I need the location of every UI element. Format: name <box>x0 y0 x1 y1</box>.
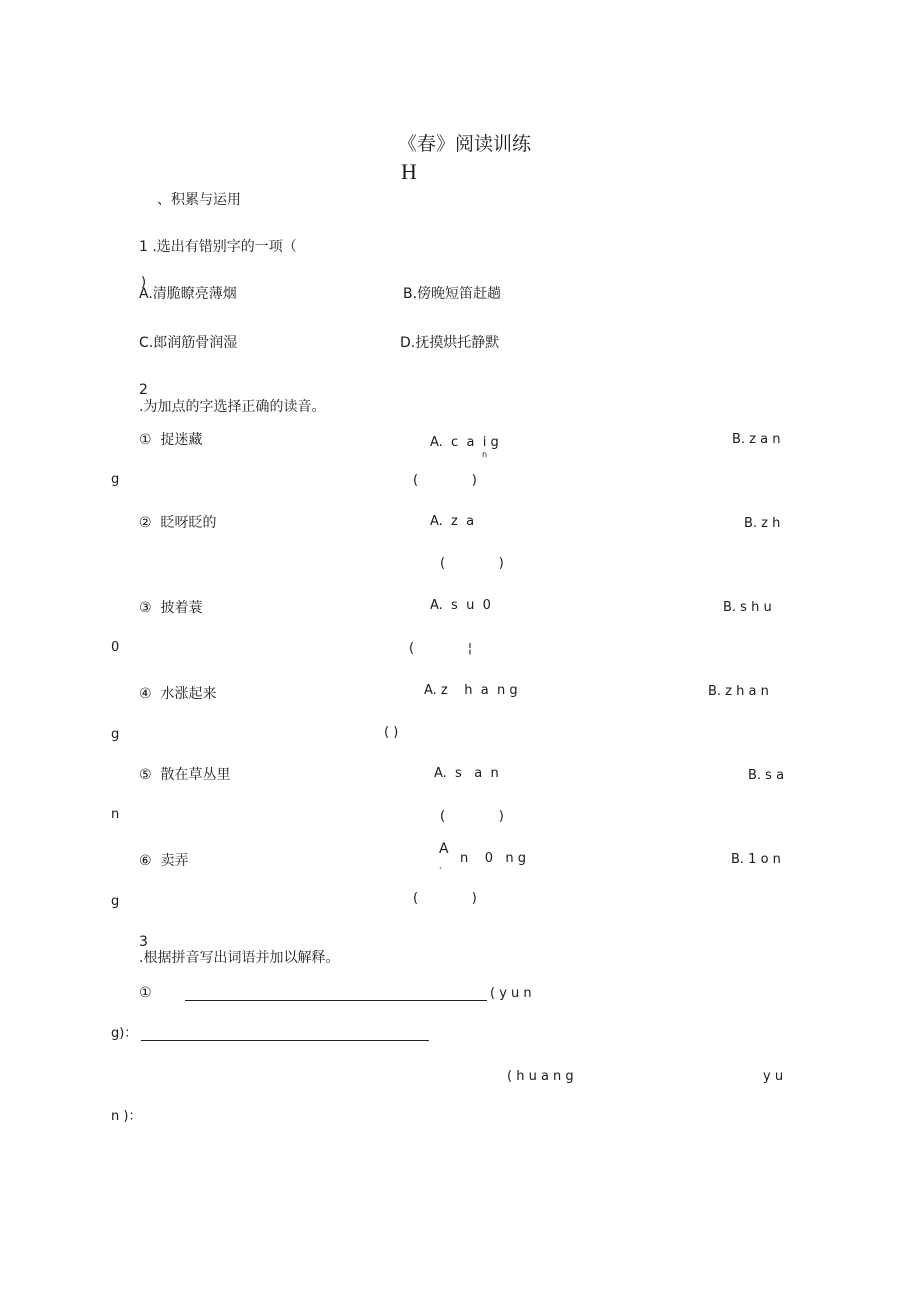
q3-item1-pinyin: ( y u n <box>490 986 532 1001</box>
q2-item-label: ③ 披着蓑 <box>139 600 203 616</box>
q2-item-option-a-pinyin: n 0 n g <box>460 851 527 866</box>
q2-item-label: ④ 水涨起来 <box>139 686 217 702</box>
q2-number: 2 <box>139 382 148 398</box>
q2-item-option-a: A. s u 0 <box>430 598 491 613</box>
q1-option-d: D.抚摸烘托静默 <box>400 335 500 351</box>
q2-item-answer-paren: ( ) <box>440 809 504 824</box>
q2-item-label: ② 眨呀眨的 <box>139 515 217 531</box>
q2-item-label: ⑤ 散在草丛里 <box>139 767 231 783</box>
title-mark: H <box>401 159 417 184</box>
q3-item2-pinyin-cont: n )： <box>111 1109 142 1124</box>
q2-item-option-b: B. z a n <box>732 432 781 447</box>
q2-item-option-a: A <box>439 841 449 857</box>
q2-item-label: ⑥ 卖弄 <box>139 853 189 869</box>
q2-item-option-a: A. z a <box>430 514 475 529</box>
q2-item-option-b: B. z h <box>744 516 781 531</box>
q2-item-answer-paren: ( ) <box>413 891 477 906</box>
q1-paren-close: ) <box>141 275 147 290</box>
q2-item-tail: g <box>111 894 120 909</box>
q3-item2-pinyin: ( h u a n g <box>507 1069 574 1084</box>
q2-item-answer-paren: ( ) <box>413 473 477 488</box>
q3-item1-explain-line[interactable] <box>141 1040 429 1041</box>
q2-item-answer-paren: ( ) <box>440 556 504 571</box>
q3-item1-label: ① <box>139 985 152 1001</box>
q3-item1-answer-line[interactable] <box>185 1000 487 1001</box>
q2-item-option-b: B. s a <box>748 768 785 783</box>
q2-item-tail: g <box>111 472 120 487</box>
q2-item-option-b: B. 1 o n <box>731 852 781 867</box>
q3-item2-pinyin-end: y u <box>763 1069 784 1084</box>
q2-item-option-a: A. z h a n g <box>424 683 518 698</box>
q1-option-b: B.傍晚短笛赶趟 <box>403 286 502 302</box>
q2-item-option-a-extra: 、 <box>439 861 447 870</box>
q3-stem: .根据拼音写出词语并加以解释。 <box>139 950 340 966</box>
q2-item-option-a-extra: n <box>482 450 488 459</box>
q3-number: 3 <box>139 934 148 950</box>
q2-item-answer-paren: ( ¦ <box>409 641 473 656</box>
q2-item-answer-paren: ( ) <box>384 725 399 740</box>
q1-stem: 1 .选出有错别字的一项（ <box>139 239 297 255</box>
q2-stem: .为加点的字选择正确的读音。 <box>139 399 326 415</box>
q2-item-tail: n <box>111 807 120 822</box>
q1-option-c: C.郎润筋骨润湿 <box>139 335 238 351</box>
page-title: 《春》阅读训练 <box>398 134 532 155</box>
q2-item-option-b: B. s h u <box>723 600 772 615</box>
q2-item-tail: 0 <box>111 640 120 655</box>
q2-item-option-a: A. c a i g <box>430 435 499 450</box>
q2-item-tail: g <box>111 727 120 742</box>
q3-item1-pinyin-cont: g)： <box>111 1026 138 1041</box>
q2-item-option-a: A. s a n <box>434 766 499 781</box>
q1-option-a: A.清脆瞭亮薄烟 <box>139 286 237 302</box>
section-heading: 、积累与运用 <box>157 192 241 208</box>
q2-item-option-b: B. z h a n <box>708 684 769 699</box>
q2-item-label: ① 捉迷藏 <box>139 432 203 448</box>
